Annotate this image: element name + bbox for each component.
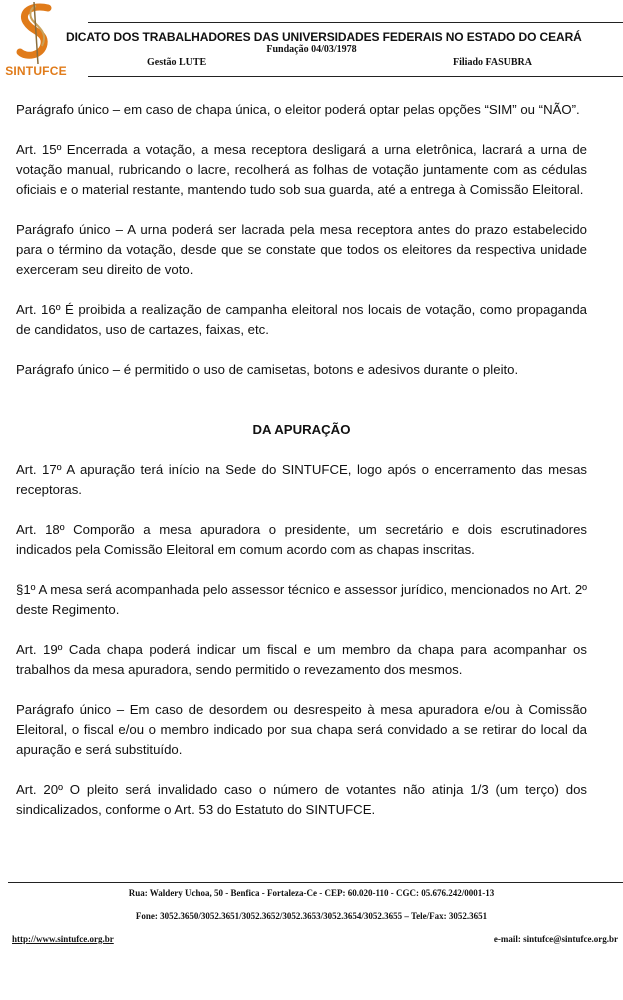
founded-date: Fundação 04/03/1978	[266, 44, 357, 55]
logo-text: SINTUFCE	[5, 64, 67, 78]
paragraph: Parágrafo único – em caso de chapa única, o eleitor poderá optar pelas opções “SIM” ou “NÃO”.	[16, 102, 580, 117]
footer-divider	[8, 882, 623, 883]
header-divider-bottom	[88, 76, 623, 77]
paragraph: §1º A mesa será acompanhada pelo assessor técnico e assessor jurídico, mencionados no Art. 2º deste Regimento.	[16, 582, 587, 617]
header-divider-top	[88, 22, 623, 23]
paragraph: Art. 16º É proibida a realização de campanha eleitoral nos locais de votação, como propaganda de candidatos, uso de cartazes, faixas, etc.	[16, 302, 587, 337]
gestao-label: Gestão LUTE	[147, 57, 207, 68]
paragraph: Art. 17º A apuração terá início na Sede do SINTUFCE, logo após o encerramento das mesas receptoras.	[16, 462, 587, 497]
filiado-label: Filiado FASUBRA	[453, 57, 532, 68]
union-title: DICATO DOS TRABALHADORES DAS UNIVERSIDADES FEDERAIS NO ESTADO DO CEARÁ	[66, 30, 582, 44]
sintufce-logo	[4, 2, 68, 80]
paragraph: Art. 20º O pleito será invalidado caso o número de votantes não atinja 1/3 (um terço) dos sindicalizados, conforme o Art. 53 do Estatuto do SINTUFCE.	[16, 782, 587, 817]
paragraph: Parágrafo único – A urna poderá ser lacrada pela mesa receptora antes do prazo estabelecido para o término da votação, desde que se constate que todos os eleitores da respectiva unidade exerceram seu direito de voto.	[16, 222, 587, 277]
section-heading: DA APURAÇÃO	[252, 422, 351, 437]
paragraph: Parágrafo único – Em caso de desordem ou desrespeito à mesa apuradora e/ou à Comissão Eleitoral, o fiscal e/ou o membro indicado por sua chapa será convidado a se retirar do local da apuração e será substituído.	[16, 702, 587, 757]
document-body	[16, 100, 587, 840]
website-link[interactable]: http://www.sintufce.org.br	[12, 934, 114, 944]
footer-address: Rua: Waldery Uchoa, 50 - Benfica - Fortaleza-Ce - CEP: 60.020-110 - CGC: 05.676.242/0001-13	[128, 888, 495, 898]
paragraph: Art. 15º Encerrada a votação, a mesa receptora desligará a urna eletrônica, lacrará a urna de votação manual, rubricando o lacre, recolherá as folhas de votação juntamente com as cédulas oficiais e o material restante, mantendo tudo sob sua guarda, até a entrega à Comissão Eleitoral.	[16, 142, 587, 197]
paragraph: Parágrafo único – é permitido o uso de camisetas, botons e adesivos durante o pleito.	[16, 362, 519, 377]
paragraph: Art. 19º Cada chapa poderá indicar um fiscal e um membro da chapa para acompanhar os trabalhos da mesa apuradora, sendo permitido o revezamento dos mesmos.	[16, 642, 587, 677]
email-link[interactable]: e-mail: sintufce@sintufce.org.br	[493, 934, 618, 944]
footer-phones: Fone: 3052.3650/3052.3651/3052.3652/3052.3653/3052.3654/3052.3655 – Tele/Fax: 3052.3651	[135, 911, 488, 921]
paragraph: Art. 18º Comporão a mesa apuradora o presidente, um secretário e dois escrutinadores indicados pela Comissão Eleitoral em comum acordo com as chapas inscritas.	[16, 522, 587, 557]
